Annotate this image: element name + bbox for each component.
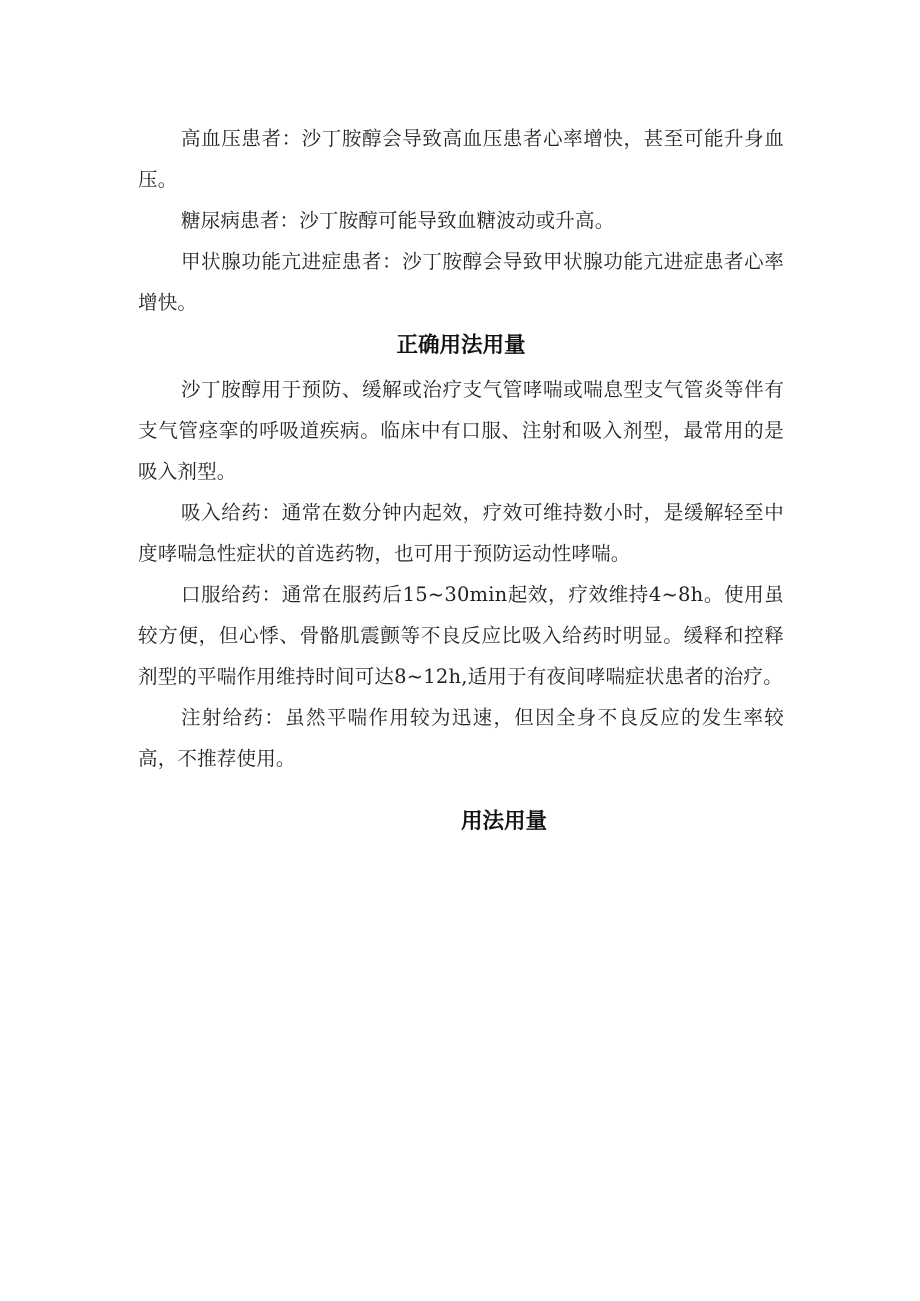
document-page [138,118,784,845]
paragraph-inhalation: 吸入给药：通常在数分钟内起效，疗效可维持数小时，是缓解轻至中度哮喘急性症状的首选药物，也可用于预防运动性哮喘。 [138,501,784,565]
paragraph-injection: 注射给药：虽然平喘作用较为迅速，但因全身不良反应的发生率较高，不推荐使用。 [138,706,784,770]
paragraph-diabetes: 糖尿病患者：沙丁胺醇可能导致血糖波动或升高。 [181,209,615,232]
section-heading-usage: 用法用量 [460,809,547,834]
paragraph-hyperthyroidism: 甲状腺功能亢进症患者：沙丁胺醇会导致甲状腺功能亢进症患者心率增快。 [138,250,784,314]
paragraph-indications: 沙丁胺醇用于预防、缓解或治疗支气管哮喘或喘息型支气管炎等伴有支气管痉挛的呼吸道疾病。临床中有口服、注射和吸入剂型，最常用的是吸入剂型。 [138,378,784,483]
paragraph-oral: 口服给药：通常在服药后15~30min起效，疗效维持4~8h。使用虽较方便，但心悸、骨骼肌震颤等不良反应比吸入给药时明显。缓释和控释剂型的平喘作用维持时间可达8~12h,适用于有夜间哮喘症状患者的治疗。 [138,583,784,688]
section-heading-correct-usage: 正确用法用量 [396,333,526,358]
paragraph-hypertension: 高血压患者：沙丁胺醇会导致高血压患者心率增快，甚至可能升身血压。 [138,127,784,191]
